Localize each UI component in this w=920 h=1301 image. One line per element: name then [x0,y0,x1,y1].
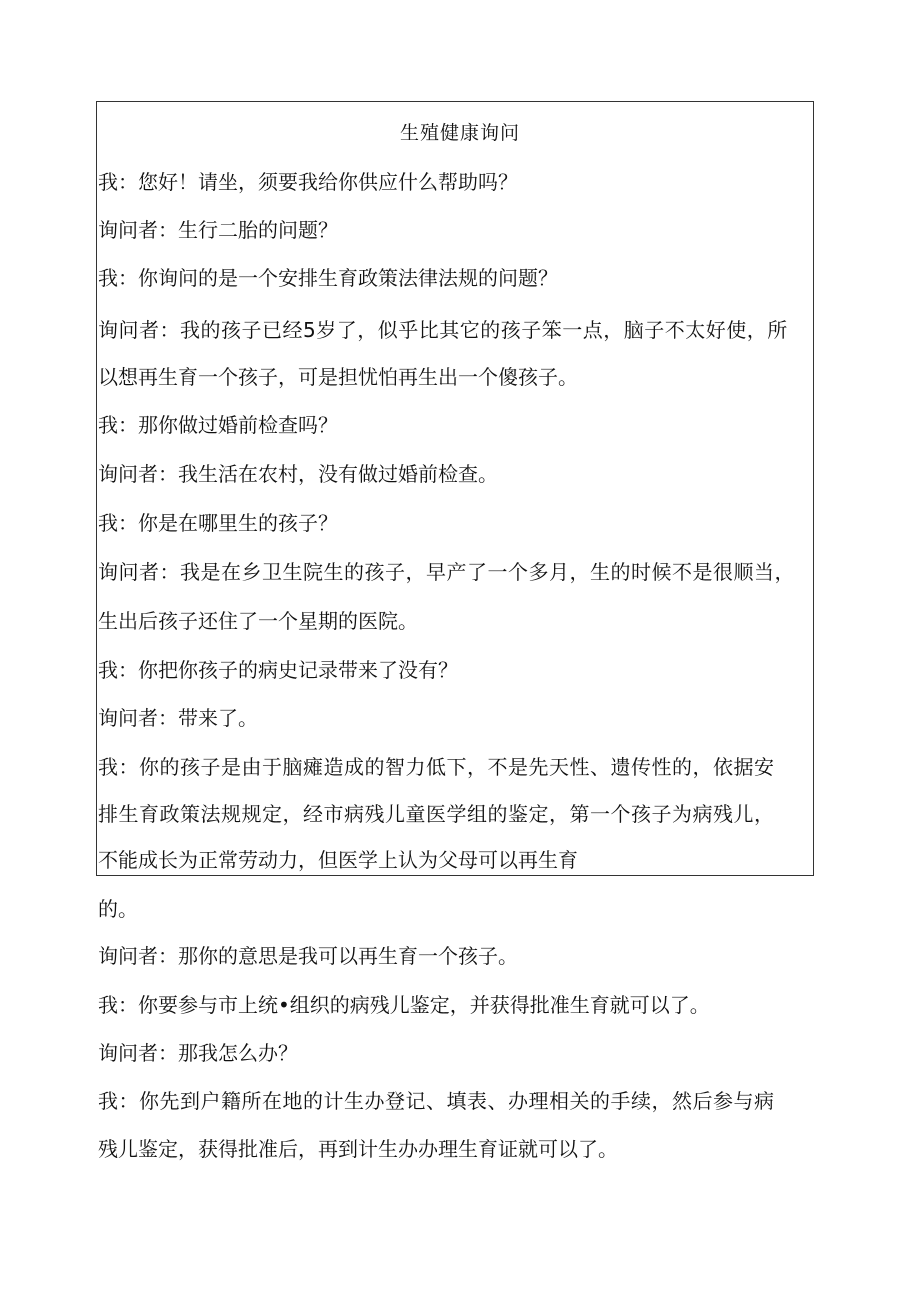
dialogue-line: 我：你询问的是一个安排生育政策法律法规的问题？ [98,266,558,290]
dialogue-line: 询问者：我的孩子已经5岁了，似乎比其它的孩子笨一点，脑子不太好使，所 [98,318,788,342]
dialogue-line: 询问者：那你的意思是我可以再生育一个孩子。 [98,944,518,968]
dialogue-line: 询问者：我生活在农村，没有做过婚前检查。 [98,462,498,486]
dialogue-line: 不能成长为正常劳动力，但医学上认为父母可以再生育 [98,848,578,872]
dialogue-line: 询问者：我是在乡卫生院生的孩子，早产了一个多月，生的时候不是很顺当， [98,560,795,584]
document-title: 生殖健康询问 [399,122,520,144]
dialogue-line: 我：您好！请坐，须要我给你供应什么帮助吗？ [98,170,518,194]
dialogue-line: 我：你要参与市上统•组织的病残儿鉴定，并获得批准生育就可以了。 [98,993,710,1017]
dialogue-line: 询问者：带来了。 [98,706,258,730]
dialogue-line: 我：你是在哪里生的孩子？ [98,511,338,535]
dialogue-line: 询问者：那我怎么办？ [98,1041,298,1065]
dialogue-line: 排生育政策法规规定，经市病残儿童医学组的鉴定，第一个孩子为病残儿， [98,802,775,826]
dialogue-line: 我：你先到户籍所在地的计生办登记、填表、办理相关的手续，然后参与病 [98,1089,775,1113]
dialogue-line: 我：你把你孩子的病史记录带来了没有？ [98,658,458,682]
dialogue-line: 残儿鉴定，获得批准后，再到计生办办理生育证就可以了。 [98,1137,618,1161]
dialogue-line: 的。 [98,897,138,921]
dialogue-line: 生出后孩子还住了一个星期的医院。 [98,609,418,633]
dialogue-line: 我：那你做过婚前检查吗？ [98,413,338,437]
dialogue-line: 我：你的孩子是由于脑瘫造成的智力低下，不是先天性、遗传性的，依据安 [98,755,775,779]
dialogue-line: 以想再生育一个孩子，可是担忧怕再生出一个傻孩子。 [98,365,578,389]
dialogue-line: 询问者：生行二胎的问题？ [98,218,338,242]
